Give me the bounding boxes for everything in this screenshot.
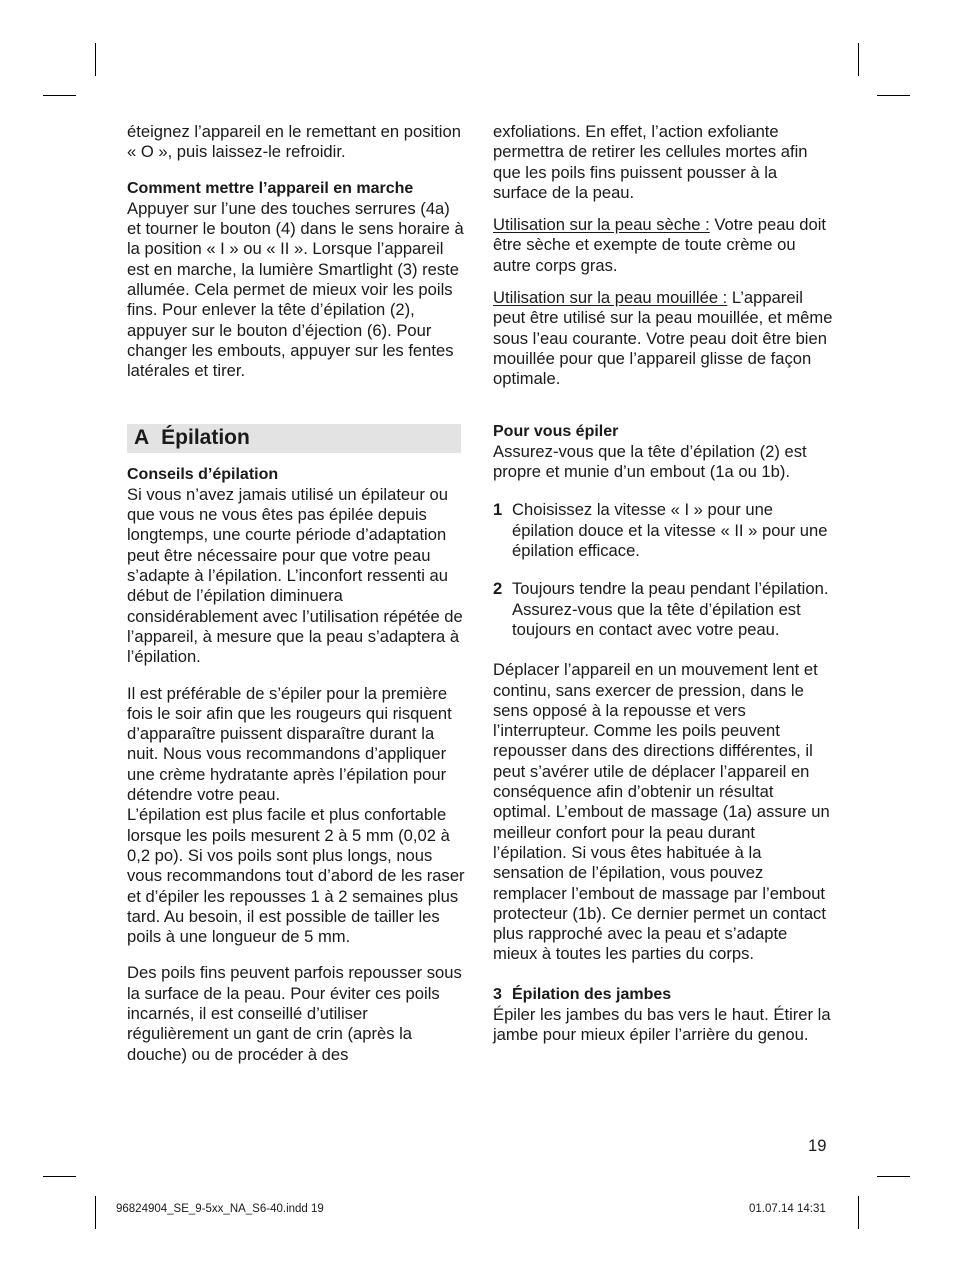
step-number: 2 bbox=[493, 579, 503, 599]
peau-mouillee-paragraph bbox=[493, 288, 833, 389]
jambes-paragraph: Épiler les jambes du bas vers le haut. Étirer la jambe pour mieux épiler l’arrière du genou. bbox=[493, 1004, 831, 1045]
heading-number: 3 bbox=[493, 985, 502, 1003]
crop-mark-bottom-right-horizontal bbox=[877, 1176, 910, 1177]
longueur-paragraph: L’épilation est plus facile et plus confortable lorsque les poils mesurent 2 à 5 mm (0,02 à 0,2 po). Si vos poils sont plus longs, nous vous recommandons tout d’abord de les raser et d’épiler les repousses 1 à 2 semaines plus tard. Au besoin, il est possible de tailler les poils à une longueur de 5 mm. bbox=[127, 805, 465, 947]
section-title: Épilation bbox=[161, 425, 250, 449]
crop-mark-bottom-left-horizontal bbox=[43, 1176, 76, 1177]
heading-conseils: Conseils d’épilation bbox=[127, 465, 279, 483]
heading-epilation-jambes bbox=[493, 985, 833, 1005]
peau-mouillee-label: Utilisation sur la peau mouillée : bbox=[493, 288, 728, 308]
step-number: 1 bbox=[493, 500, 503, 520]
footer-datetime: 01.07.14 14:31 bbox=[749, 1203, 826, 1215]
crop-mark-top-left-vertical bbox=[95, 43, 96, 76]
right-column bbox=[493, 122, 833, 1046]
crop-mark-bottom-right-vertical bbox=[858, 1196, 859, 1229]
crop-mark-top-right-vertical bbox=[858, 43, 859, 76]
footer-filename: 96824904_SE_9-5xx_NA_S6-40.indd 19 bbox=[116, 1203, 324, 1215]
peau-seche-text: Votre peau doit être sèche et exempte de toute crème ou autre corps gras. bbox=[493, 215, 827, 275]
peau-mouillee-text: L’appareil peut être utilisé sur la peau mouillée, et même sous l’eau courante. Votre peau doit être bien mouillée pour que l’appareil glisse de façon optimale. bbox=[493, 288, 833, 389]
crop-mark-top-right-horizontal bbox=[877, 95, 910, 96]
crop-mark-top-left-horizontal bbox=[43, 95, 76, 96]
intro-paragraph: éteignez l’appareil en le remettant en position « O », puis laissez-le refroidir. bbox=[127, 122, 461, 162]
step-text: Choisissez la vitesse « I » pour une épilation douce et la vitesse « II » pour une épilation efficace. bbox=[512, 500, 828, 561]
deplacer-paragraph: Déplacer l’appareil en un mouvement lent et continu, sans exercer de pression, dans le sens opposé à la repousse et vers l’interrupteur. Comme les poils peuvent repousser dans des directions différentes, il peut s’avérer utile de déplacer l’appareil en conséquence afin d’obtenir un résultat optimal. L’embout de massage (1a) assure un meilleur confort pour la peau durant l’épilation. Si vous êtes habituée à la sensation de l’épilation, vous pouvez remplacer l’embout de massage par l’embout protecteur (1b). Ce dernier permet un contact plus rapproché avec la peau et s’adapte mieux à toutes les parties du corps. bbox=[493, 660, 830, 964]
heading-text: Épilation des jambes bbox=[512, 985, 672, 1003]
left-column bbox=[127, 122, 467, 1065]
page-number: 19 bbox=[808, 1136, 827, 1155]
exfoliation-paragraph: exfoliations. En effet, l’action exfoliante permettra de retirer les cellules mortes afin que les poils fins puissent pousser à la surface de la peau. bbox=[493, 122, 808, 202]
soir-paragraph: Il est préférable de s’épiler pour la première fois le soir afin que les rougeurs qui risquent d’apparaître puissent disparaître durant la nuit. Nous vous recommandons d’appliquer une crème hydratante après l’épilation pour détendre votre peau. bbox=[127, 683, 452, 805]
step-item bbox=[493, 579, 833, 640]
peau-seche-paragraph bbox=[493, 215, 833, 276]
step-item bbox=[493, 500, 833, 561]
poils-fins-paragraph: Des poils fins peuvent parfois repousser sous la surface de la peau. Pour éviter ces poils incarnés, il est conseillé d’utiliser régulièrement un gant de crin (après la douche) ou de procéder à des bbox=[127, 963, 462, 1064]
conseils-paragraph: Si vous n’avez jamais utilisé un épilateur ou que vous ne vous êtes pas épilée depuis longtemps, une courte période d’adaptation peut être nécessaire pour que votre peau s’adapte à l’épilation. L’inconfort ressenti au début de l’épilation diminuera considérablement avec l’utilisation répétée de l’appareil, à mesure que la peau s’adaptera à l’épilation. bbox=[127, 484, 463, 667]
heading-mise-en-marche: Comment mettre l’appareil en marche bbox=[127, 179, 414, 197]
heading-pour-vous-epiler: Pour vous épiler bbox=[493, 422, 619, 440]
peau-seche-label: Utilisation sur la peau sèche : bbox=[493, 215, 710, 235]
pour-vous-epiler-paragraph: Assurez-vous que la tête d’épilation (2) est propre et munie d’un embout (1a ou 1b). bbox=[493, 441, 807, 482]
section-letter: A bbox=[134, 425, 150, 449]
mise-en-marche-paragraph: Appuyer sur l’une des touches serrures (4a) et tourner le bouton (4) dans le sens horaire à la position « I » ou « II ». Lorsque l’appareil est en marche, la lumière Smartlight (3) reste allumée. Cela permet de mieux voir les poils fins. Pour enlever la tête d’épilation (2), appuyer sur le bouton d’éjection (6). Pour changer les embouts, appuyer sur les fentes latérales et tirer. bbox=[127, 198, 464, 381]
step-text: Toujours tendre la peau pendant l’épilation. Assurez-vous que la tête d’épilation est toujours en contact avec votre peau. bbox=[512, 579, 829, 639]
crop-mark-bottom-left-vertical bbox=[95, 1196, 96, 1229]
section-heading-epilation bbox=[127, 424, 461, 453]
